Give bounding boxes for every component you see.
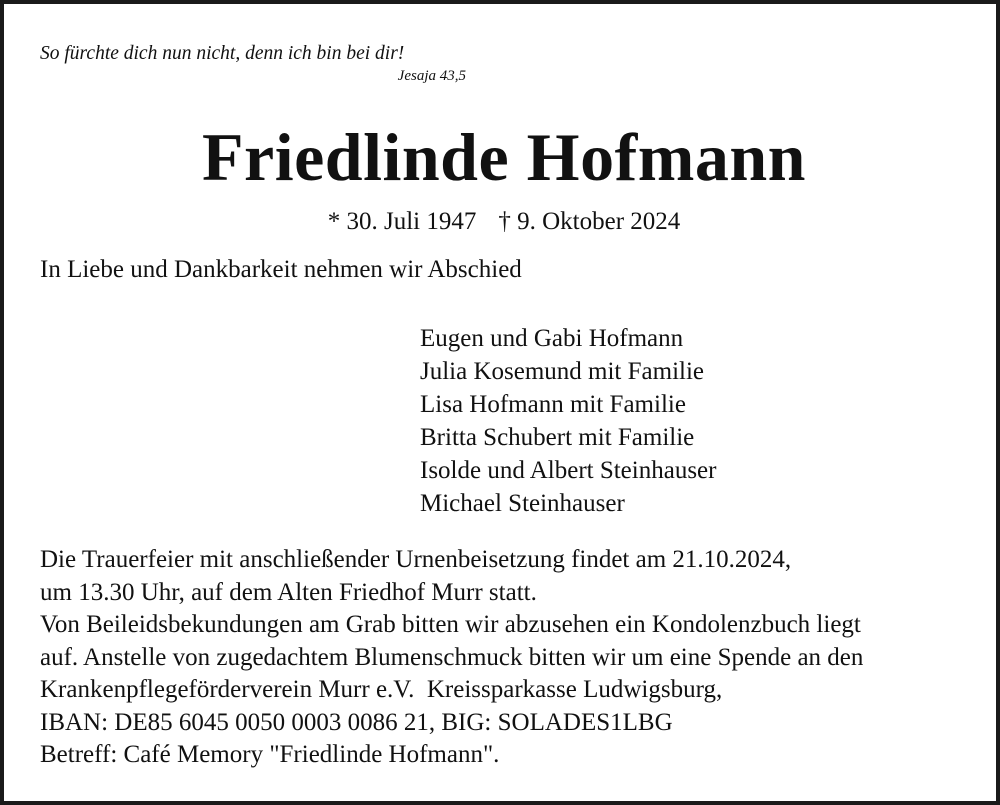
mourners-list — [420, 322, 716, 520]
mourner: Isolde und Albert Steinhauser — [420, 457, 717, 484]
life-dates — [4, 205, 1000, 239]
info-line: IBAN: DE85 6045 0050 0003 0086 21, BIG: SOLADES1LBG — [40, 708, 673, 736]
mourner: Lisa Hofmann mit Familie — [420, 391, 686, 418]
mourner: Britta Schubert mit Familie — [420, 424, 695, 451]
birth-date: * 30. Juli 1947 — [327, 208, 477, 235]
info-line: Von Beileidsbekundungen am Grab bitten wir abzusehen ein Kondolenzbuch liegt — [40, 611, 861, 638]
bible-verse-reference: Jesaja 43,5 — [397, 68, 466, 84]
farewell-intro: In Liebe und Dankbarkeit nehmen wir Abschied — [40, 256, 522, 283]
death-date: † 9. Oktober 2024 — [498, 208, 681, 235]
info-line: Krankenpflegeförderverein Murr e.V. Kreissparkasse Ludwigsburg, — [40, 676, 723, 703]
info-line: Die Trauerfeier mit anschließender Urnenbeisetzung findet am 21.10.2024, — [40, 546, 792, 573]
info-line: Betreff: Café Memory "Friedlinde Hofmann". — [40, 741, 500, 768]
info-line: um 13.30 Uhr, auf dem Alten Friedhof Murr statt. — [40, 578, 537, 606]
mourner: Michael Steinhauser — [420, 490, 625, 517]
deceased-name: Friedlinde Hofmann — [201, 119, 807, 195]
mourner: Julia Kosemund mit Familie — [420, 358, 705, 385]
info-line: auf. Anstelle von zugedachtem Blumenschmuck bitten wir um eine Spende an den — [40, 643, 864, 671]
mourner: Eugen und Gabi Hofmann — [420, 325, 684, 352]
bible-verse: So fürchte dich nun nicht, denn ich bin bei dir! — [40, 43, 405, 64]
funeral-information — [40, 544, 863, 772]
